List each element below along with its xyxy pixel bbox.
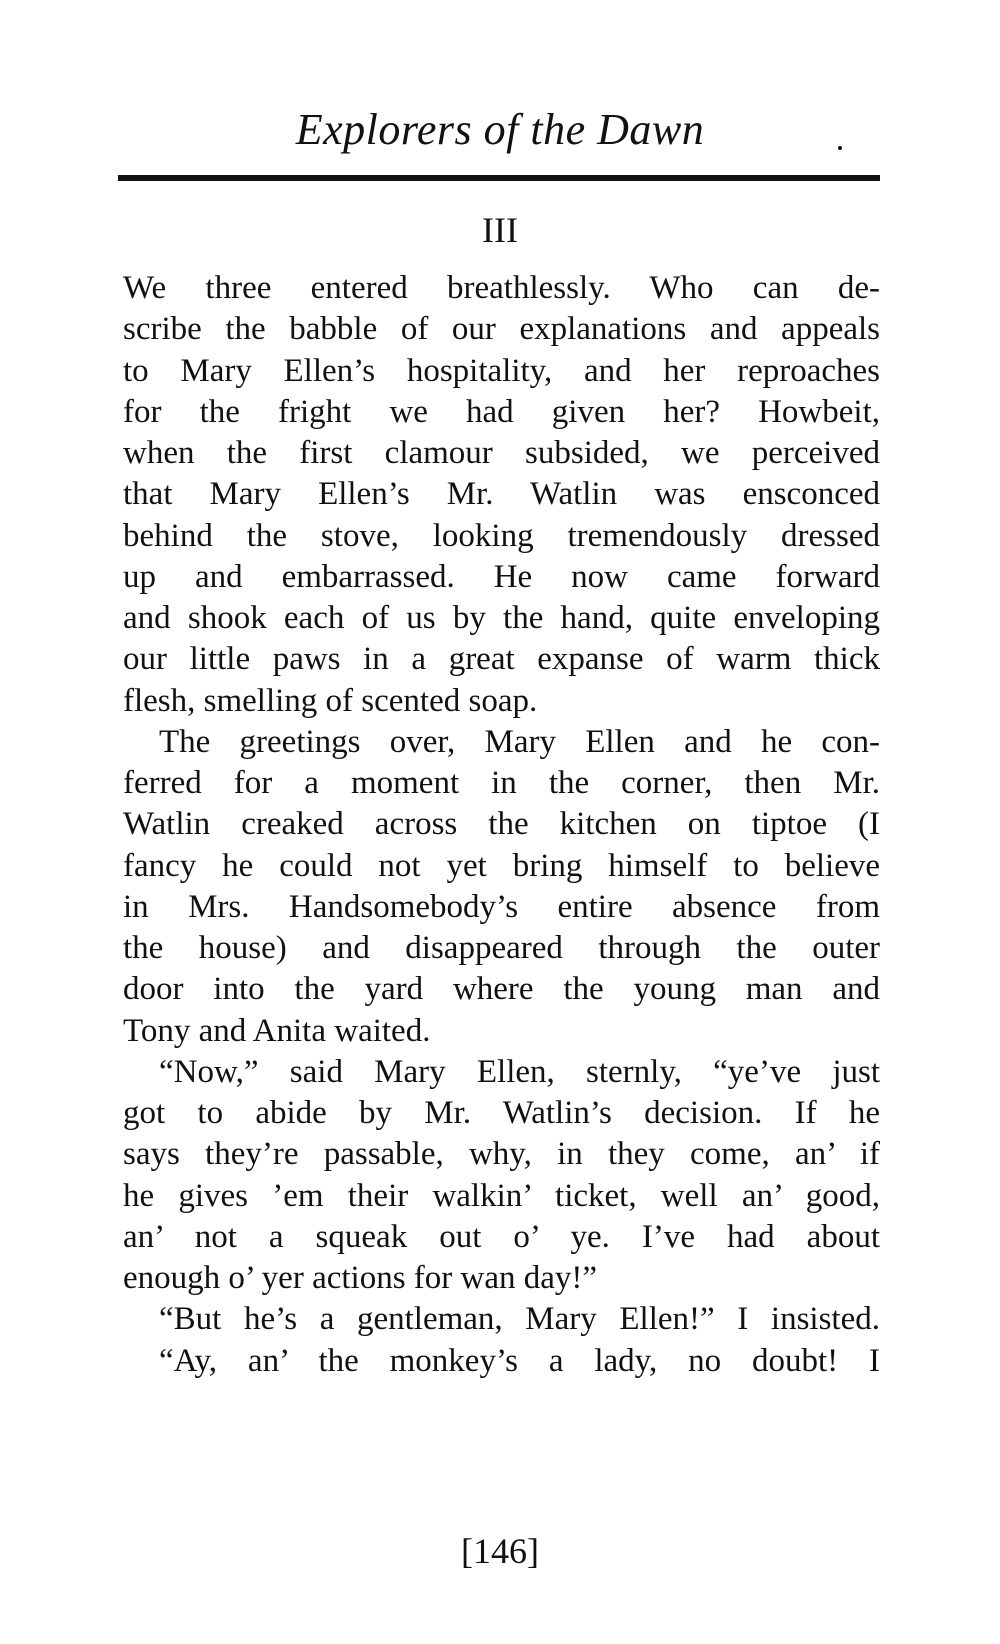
- text-line: the house) and disappeared through the outer: [123, 930, 880, 966]
- text-line: got to abide by Mr. Watlin’s decision. If he: [123, 1095, 880, 1131]
- text-line: We three entered breathlessly. Who can de-: [123, 270, 880, 306]
- text-line: that Mary Ellen’s Mr. Watlin was ensconced: [123, 476, 880, 513]
- text-line: “Now,” said Mary Ellen, sternly, “ye’ve just: [159, 1053, 880, 1090]
- running-head: Explorers of the Dawn: [295, 105, 705, 154]
- text-line: door into the yard where the young man and: [123, 971, 880, 1008]
- header-rule: [118, 175, 880, 181]
- text-line: he gives ’em their walkin’ ticket, well an’ good,: [123, 1177, 880, 1214]
- text-line: fancy he could not yet bring himself to believe: [123, 847, 880, 884]
- text-line: The greetings over, Mary Ellen and he con-: [159, 723, 880, 760]
- text-line: Watlin creaked across the kitchen on tiptoe (I: [123, 806, 880, 843]
- text-line: up and embarrassed. He now came forward: [123, 558, 880, 595]
- page-number: [146]: [461, 1531, 539, 1571]
- text-line: Tony and Anita waited.: [123, 1012, 431, 1049]
- text-line: enough o’ yer actions for wan day!”: [123, 1260, 598, 1296]
- text-line: “But he’s a gentleman, Mary Ellen!” I insisted.: [159, 1301, 880, 1338]
- section-number: III: [482, 210, 518, 250]
- text-line: an’ not a squeak out o’ ye. I’ve had about: [123, 1218, 880, 1255]
- text-line: our little paws in a great expanse of warm thick: [123, 641, 880, 678]
- text-line: in Mrs. Handsomebody’s entire absence from: [123, 888, 880, 925]
- text-line: behind the stove, looking tremendously dressed: [123, 517, 880, 554]
- text-line: says they’re passable, why, in they come, an’ if: [123, 1136, 880, 1173]
- text-line: when the first clamour subsided, we perceived: [123, 435, 880, 471]
- text-line: scribe the babble of our explanations and appeals: [123, 311, 880, 348]
- body-text: [123, 268, 880, 1382]
- text-line: and shook each of us by the hand, quite enveloping: [123, 600, 880, 636]
- header-dot: [838, 146, 842, 150]
- text-line: “Ay, an’ the monkey’s a lady, no doubt! I: [159, 1342, 880, 1379]
- text-line: ferred for a moment in the corner, then Mr.: [123, 765, 880, 801]
- text-line: to Mary Ellen’s hospitality, and her reproaches: [123, 352, 880, 389]
- text-line: for the fright we had given her? Howbeit,: [123, 393, 880, 430]
- text-line: flesh, smelling of scented soap.: [123, 682, 538, 719]
